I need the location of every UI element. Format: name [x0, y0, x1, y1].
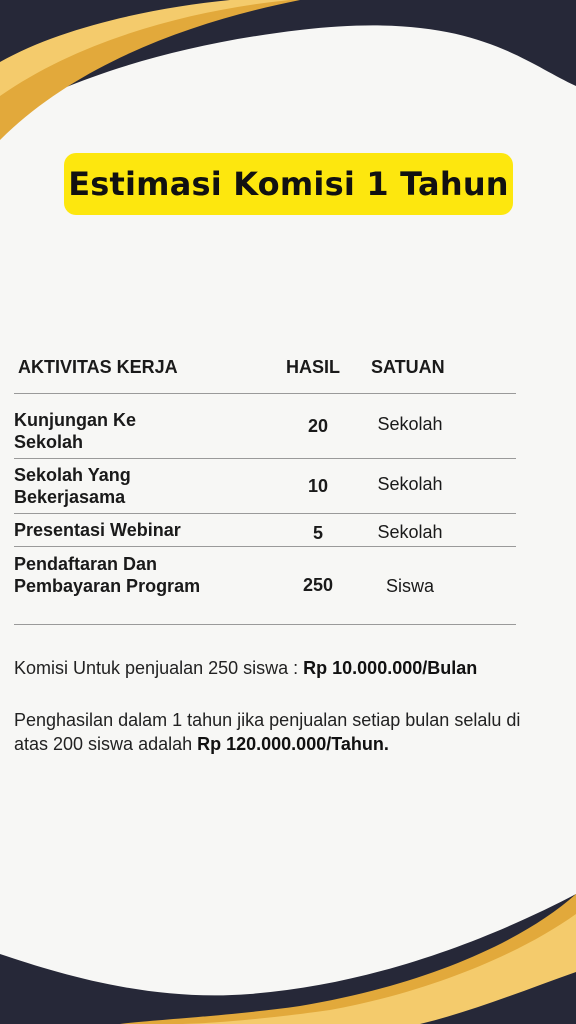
- income-text: [14, 708, 562, 756]
- commission-label: Komisi Untuk penjualan 250 siswa :: [14, 658, 304, 678]
- bottom-wave-decoration: [0, 894, 576, 1024]
- table-row-label: [14, 519, 181, 541]
- label-line: Bekerjasama: [14, 487, 126, 507]
- income-line-2: [14, 732, 562, 756]
- income-label: atas 200 siswa adalah: [14, 734, 198, 754]
- header-unit: SATUAN: [371, 357, 445, 377]
- label-line: Pembayaran Program: [14, 576, 201, 596]
- table-row-unit: Sekolah: [377, 522, 443, 542]
- table-divider: [14, 393, 516, 394]
- income-line-1: Penghasilan dalam 1 tahun jika penjualan setiap bulan selalu di: [14, 710, 521, 730]
- title-banner: [64, 153, 513, 215]
- label-line: Sekolah: [14, 432, 84, 452]
- header-activity: AKTIVITAS KERJA: [18, 357, 178, 377]
- table-row-label: [14, 553, 200, 597]
- table-row-unit: Sekolah: [377, 474, 443, 494]
- table-row-unit: Siswa: [385, 576, 434, 596]
- page-title: Estimasi Komisi 1 Tahun: [68, 165, 509, 203]
- label-line: Kunjungan Ke: [14, 410, 136, 430]
- table-row-value: 10: [307, 476, 329, 496]
- table-row-label: [14, 409, 136, 453]
- label-line: Pendaftaran Dan: [14, 554, 158, 574]
- table-row-value: 250: [302, 575, 334, 595]
- table-divider: [14, 546, 516, 547]
- table-row-value: 20: [307, 416, 329, 436]
- table-divider: [14, 624, 516, 625]
- table-row-unit: Sekolah: [377, 414, 443, 434]
- commission-amount: Rp 10.000.000/Bulan: [303, 658, 478, 678]
- label-line: Presentasi Webinar: [14, 520, 181, 540]
- table-divider: [14, 513, 516, 514]
- table-divider: [14, 458, 516, 459]
- header-result: HASIL: [286, 357, 340, 377]
- table-row-label: [14, 464, 131, 508]
- table-row-value: 5: [312, 523, 323, 543]
- label-line: Sekolah Yang: [14, 465, 131, 485]
- income-amount: Rp 120.000.000/Tahun.: [197, 734, 389, 754]
- commission-text: [14, 656, 562, 680]
- top-wave-decoration: [0, 0, 576, 150]
